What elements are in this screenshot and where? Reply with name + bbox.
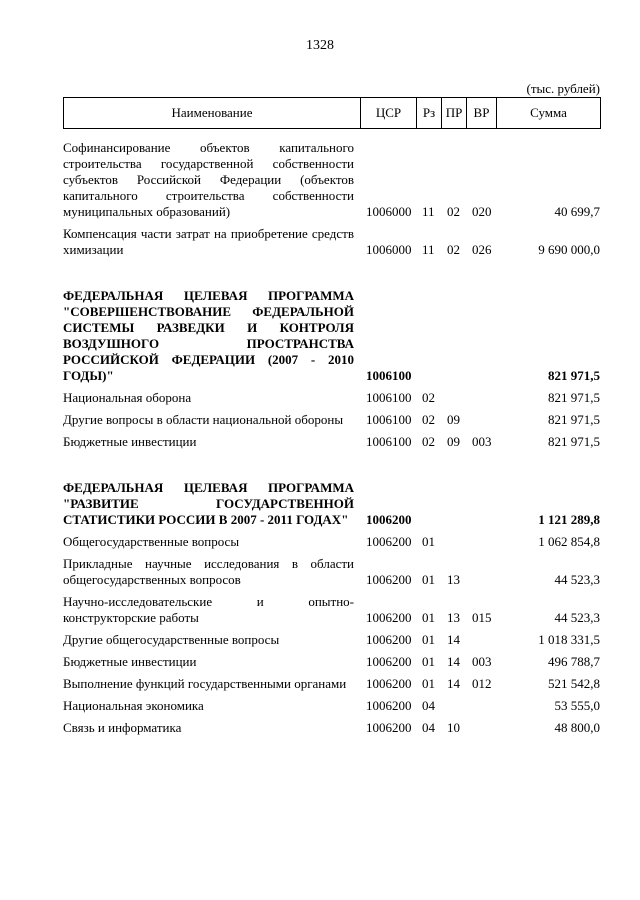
cell-name: Национальная оборона (63, 390, 192, 405)
cell-csr: 1006000 (366, 204, 412, 219)
cell-sum: 821 971,5 (548, 390, 600, 405)
table-row (63, 384, 600, 406)
cell-pr: 02 (447, 204, 460, 219)
cell-csr: 1006100 (366, 412, 412, 427)
cell-pr (441, 384, 466, 406)
cell-vr: 012 (472, 676, 492, 691)
cell-vr (466, 406, 496, 428)
cell-vr (466, 626, 496, 648)
table-row (63, 282, 600, 384)
cell-sum: 40 699,7 (554, 204, 600, 219)
cell-rz: 01 (422, 610, 435, 625)
cell-sum: 521 542,8 (548, 676, 600, 691)
cell-pr: 10 (447, 720, 460, 735)
cell-csr: 1006200 (366, 654, 412, 669)
cell-sum: 48 800,0 (554, 720, 600, 735)
cell-name: ФЕДЕРАЛЬНАЯ ЦЕЛЕВАЯ ПРОГРАММА "СОВЕРШЕНСТВОВАНИЕ ФЕДЕРАЛЬНОЙ СИСТЕМЫ РАЗВЕДКИ И КОНТРОЛЯ ВОЗДУШНОГО ПРОСТРАНСТВА РОССИЙСКОЙ ФЕДЕРАЦИИ (2007 - 2010 ГОДЫ)" (63, 288, 354, 383)
cell-sum: 44 523,3 (554, 610, 600, 625)
header-rz: Рз (417, 98, 442, 129)
cell-pr: 14 (447, 654, 460, 669)
cell-rz: 02 (422, 390, 435, 405)
cell-sum: 9 690 000,0 (538, 242, 600, 257)
cell-pr: 14 (447, 676, 460, 691)
cell-rz: 04 (422, 698, 435, 713)
cell-csr: 1006200 (366, 572, 412, 587)
cell-rz: 04 (422, 720, 435, 735)
cell-csr: 1006100 (366, 390, 412, 405)
cell-csr: 1006200 (366, 534, 412, 549)
cell-sum: 821 971,5 (548, 434, 600, 449)
cell-name: Национальная экономика (63, 698, 204, 713)
cell-name: Научно-исследовательские и опытно-конструкторские работы (63, 594, 354, 625)
units-label: (тыс. рублей) (526, 81, 600, 96)
cell-rz (416, 474, 441, 528)
table-body (63, 134, 600, 736)
cell-csr: 1006100 (366, 434, 412, 449)
cell-vr (466, 282, 496, 384)
cell-vr: 020 (472, 204, 492, 219)
cell-csr: 1006100 (366, 368, 412, 383)
table-row (63, 220, 600, 258)
table-row (63, 692, 600, 714)
header-vr: ВР (467, 98, 497, 129)
cell-pr: 02 (447, 242, 460, 257)
cell-vr (466, 692, 496, 714)
cell-name: Бюджетные инвестиции (63, 654, 197, 669)
table-header (63, 97, 600, 129)
table-row (63, 134, 600, 220)
cell-sum: 496 788,7 (548, 654, 600, 669)
cell-csr: 1006000 (366, 242, 412, 257)
cell-csr: 1006200 (366, 720, 412, 735)
cell-name: Связь и информатика (63, 720, 182, 735)
cell-rz (416, 282, 441, 384)
cell-rz: 01 (422, 654, 435, 669)
table-row (63, 670, 600, 692)
cell-rz: 11 (422, 204, 435, 219)
cell-rz: 01 (422, 534, 435, 549)
cell-sum: 1 062 854,8 (538, 534, 600, 549)
cell-pr: 13 (447, 572, 460, 587)
cell-vr: 026 (472, 242, 492, 257)
cell-name: Бюджетные инвестиции (63, 434, 197, 449)
cell-rz: 02 (422, 412, 435, 427)
section-gap (63, 450, 600, 474)
cell-name: Выполнение функций государственными органами (63, 676, 347, 691)
table-row (63, 474, 600, 528)
cell-sum: 1 121 289,8 (538, 512, 600, 527)
header-sum: Сумма (497, 98, 601, 129)
section-gap (63, 258, 600, 282)
cell-csr: 1006200 (366, 632, 412, 647)
cell-vr: 003 (472, 654, 492, 669)
cell-name: Общегосударственные вопросы (63, 534, 240, 549)
table-row (63, 588, 600, 626)
cell-name: Компенсация части затрат на приобретение средств химизации (63, 226, 354, 257)
cell-pr (441, 282, 466, 384)
cell-name: Софинансирование объектов капитального строительства государственной собственности субъектов Российской Федерации (объектов капитального строительства собственности муниципальных образований) (63, 140, 354, 219)
table-row (63, 550, 600, 588)
cell-pr (441, 528, 466, 550)
cell-rz: 02 (422, 434, 435, 449)
cell-vr (466, 528, 496, 550)
page-number: 1328 (306, 38, 334, 53)
header-name: Наименование (64, 98, 361, 129)
cell-vr (466, 550, 496, 588)
cell-rz: 11 (422, 242, 435, 257)
table-row (63, 428, 600, 450)
cell-sum: 44 523,3 (554, 572, 600, 587)
cell-rz: 01 (422, 572, 435, 587)
cell-sum: 821 971,5 (548, 412, 600, 427)
cell-vr: 003 (472, 434, 492, 449)
header-pr: ПР (442, 98, 467, 129)
cell-pr: 14 (447, 632, 460, 647)
cell-pr (441, 692, 466, 714)
cell-pr: 09 (447, 434, 460, 449)
table-row (63, 648, 600, 670)
cell-pr (441, 474, 466, 528)
cell-sum: 53 555,0 (554, 698, 600, 713)
table-row (63, 626, 600, 648)
cell-csr: 1006200 (366, 676, 412, 691)
table-row (63, 528, 600, 550)
cell-name: ФЕДЕРАЛЬНАЯ ЦЕЛЕВАЯ ПРОГРАММА "РАЗВИТИЕ ГОСУДАРСТВЕННОЙ СТАТИСТИКИ РОССИИ В 2007 - 2011 ГОДАХ" (63, 480, 354, 527)
cell-sum: 821 971,5 (548, 368, 600, 383)
cell-sum: 1 018 331,5 (538, 632, 600, 647)
cell-csr: 1006200 (366, 512, 412, 527)
cell-name: Другие вопросы в области национальной обороны (63, 412, 344, 427)
cell-vr (466, 474, 496, 528)
cell-pr: 13 (447, 610, 460, 625)
cell-pr: 09 (447, 412, 460, 427)
cell-name: Прикладные научные исследования в области общегосударственных вопросов (63, 556, 354, 587)
cell-vr (466, 384, 496, 406)
table-row (63, 714, 600, 736)
cell-name: Другие общегосударственные вопросы (63, 632, 280, 647)
header-csr: ЦСР (361, 98, 417, 129)
cell-vr (466, 714, 496, 736)
table-row (63, 406, 600, 428)
cell-rz: 01 (422, 632, 435, 647)
cell-vr: 015 (472, 610, 492, 625)
cell-csr: 1006200 (366, 698, 412, 713)
cell-csr: 1006200 (366, 610, 412, 625)
cell-rz: 01 (422, 676, 435, 691)
